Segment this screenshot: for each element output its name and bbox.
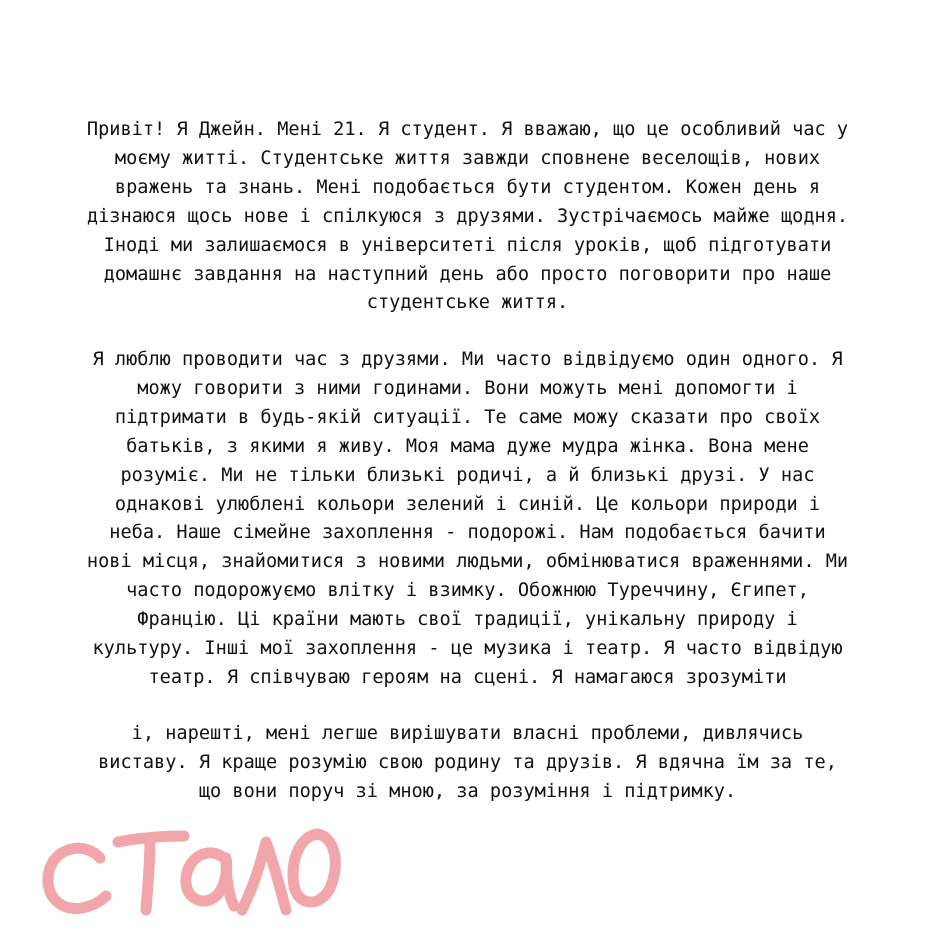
paragraph-friends-family: [14, 346, 921, 693]
handwriting-stroke: [293, 834, 335, 902]
text-line: підтримати в будь-якій ситуації. Те саме можу сказати про своїх: [114, 406, 821, 428]
text-line: вражень та знань. Мені подобається бути студентом. Кожен день я: [114, 176, 821, 198]
text-line: неба. Наше сімейне захоплення - подорожі. Нам подобається бачити: [109, 522, 826, 544]
handwriting-stroke: [242, 842, 286, 910]
text-line: виставу. Я краще розумію свою родину та друзів. Я вдячна їм за те,: [98, 751, 837, 773]
text-line: Францію. Ці країни мають свої традиції, унікальну природу і: [137, 609, 798, 631]
text-line: моєму житті. Студентське життя завжди сповнене веселощів, нових: [114, 147, 821, 169]
text-line: і, нарешті, мені легше вирішувати власні проблеми, дивлячись: [131, 723, 804, 744]
text-line: театр. Я співчуваю героям на сцені. Я намагаюся зрозуміти: [148, 666, 787, 688]
handwriting-stroke: [146, 838, 150, 910]
handwritten-note: [28, 812, 348, 922]
handwriting-stroke: [48, 848, 106, 908]
text-line: часто подорожуємо влітку і взимку. Обожнюю Туреччину, Єгипет,: [126, 580, 809, 602]
handwriting-stroke: [186, 853, 234, 906]
text-line: однакові улюблені кольори зелений і синій. Це кольори природи і: [114, 493, 821, 515]
text-line: можу говорити з ними годинами. Вони можуть мені допомогти і: [137, 377, 798, 399]
text-line: дізнаюся щось нове і спілкуюся з друзями. Зустрічаємось майже щодня.: [86, 205, 849, 227]
paragraph-intro: [14, 116, 921, 318]
text-line: Я люблю проводити час з друзями. Ми часто відвідуємо один одного. Я: [92, 349, 843, 370]
text-line: культуру. Інші мої захоплення - це музика і театр. Я часто відвідую: [92, 638, 843, 660]
text-line: розуміє. Ми не тільки близькі родичі, а й близькі друзі. У нас: [120, 464, 815, 486]
text-line: Іноді ми залишаємося в університеті після уроків, щоб підготувати: [103, 234, 832, 256]
paragraph-conclusion: [14, 720, 921, 807]
text-line: домашнє завдання на наступний день або просто поговорити про наше: [103, 263, 832, 285]
text-line: що вони поруч зі мною, за розуміння і підтримку.: [198, 780, 737, 802]
text-line: Привіт! Я Джейн. Мені 21. Я студент. Я вважаю, що це особливий час у: [86, 119, 849, 140]
text-line: нові місця, знайомитися з новими людьми, обмінюватися враженнями. Ми: [86, 551, 849, 573]
text-line: батьків, з якими я живу. Моя мама дуже мудра жінка. Вона мене: [126, 435, 809, 457]
text-line: студентське життя.: [366, 292, 569, 314]
